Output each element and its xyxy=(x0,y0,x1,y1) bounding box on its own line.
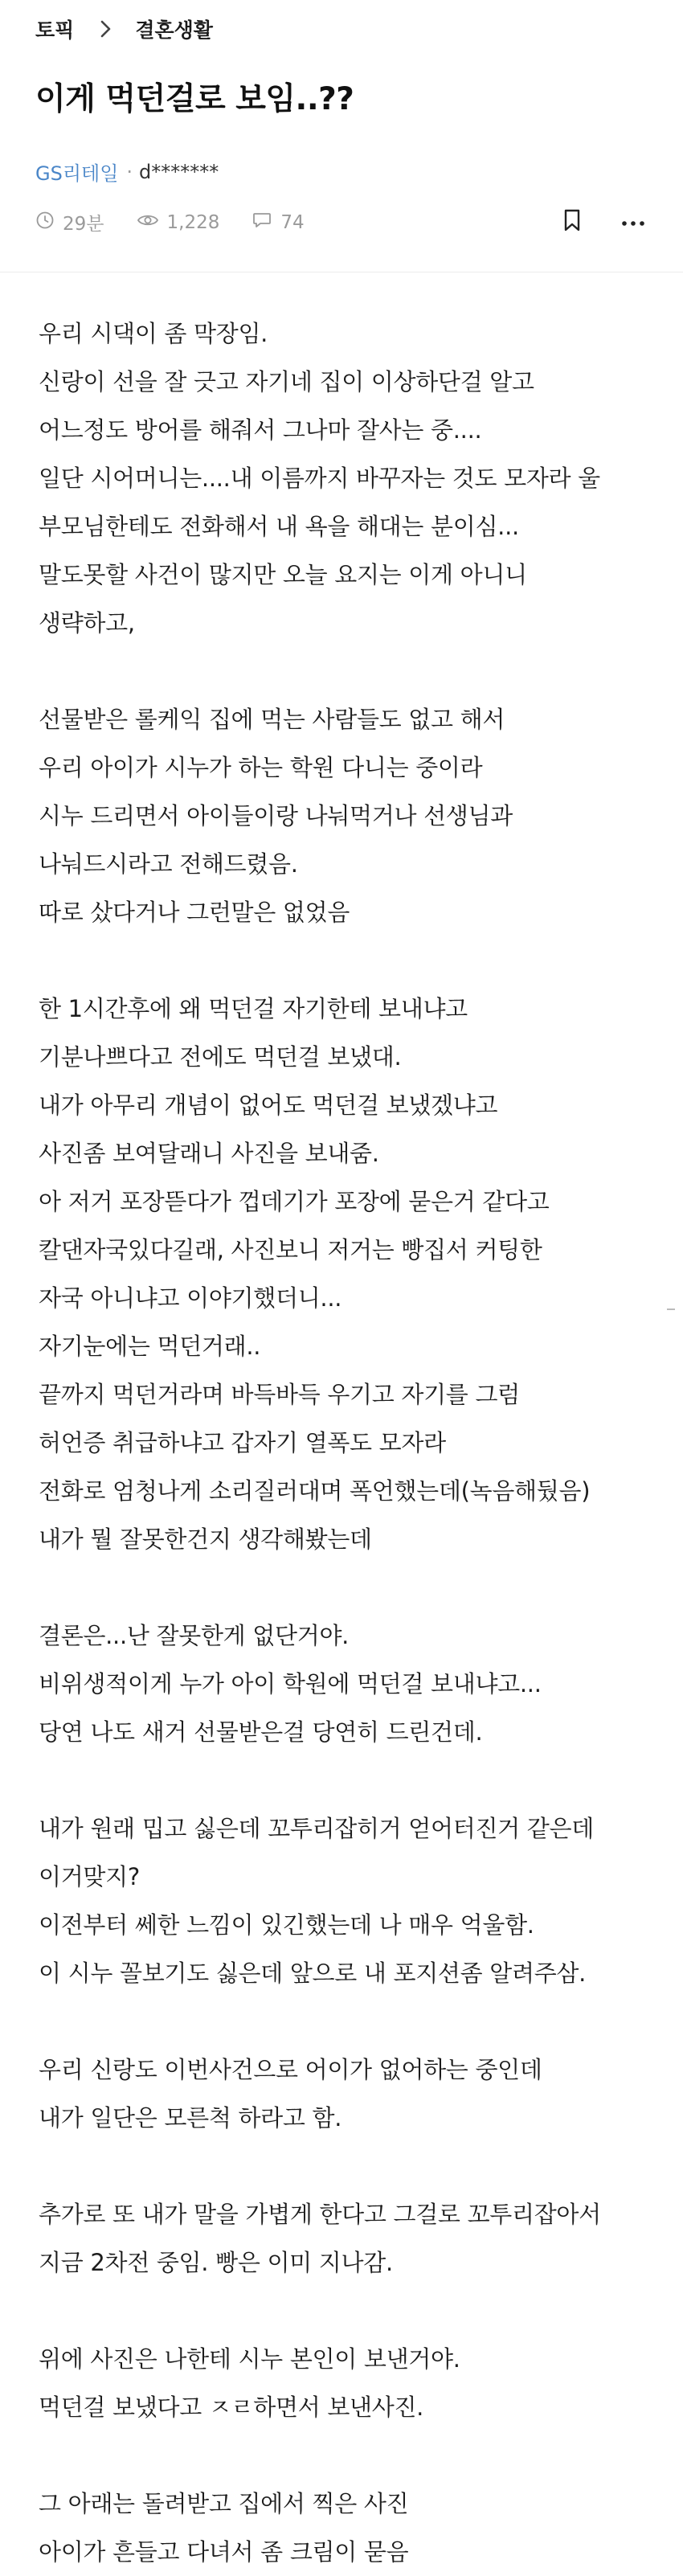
body-line: 말도못할 사건이 많지만 오늘 요지는 이게 아니니 xyxy=(39,561,527,588)
body-line: 내가 원래 밉고 싫은데 꼬투리잡히거 얻어터진거 같은데 xyxy=(39,1815,594,1842)
meta-separator: · xyxy=(126,160,133,183)
post-title: 이게 먹던걸로 보임..?? xyxy=(35,81,354,117)
body-line: 자국 아니냐고 이야기했더니... xyxy=(39,1284,342,1312)
post-body xyxy=(0,272,683,2576)
body-line: 부모님한테도 전화해서 내 욕을 해대는 분이심... xyxy=(39,513,519,540)
body-line: 허언증 취급하냐고 갑자기 열폭도 모자라 xyxy=(39,1429,446,1456)
more-icon xyxy=(621,215,645,230)
body-line: 추가로 또 내가 말을 가볍게 한다고 그걸로 꼬투리잡아서 xyxy=(39,2201,601,2228)
bookmark-button[interactable] xyxy=(558,207,587,236)
body-line: 자기눈에는 먹던거래.. xyxy=(39,1333,261,1360)
body-line: 우리 아이가 시누가 하는 학원 다니는 중이라 xyxy=(39,754,483,781)
views-stat xyxy=(137,211,220,235)
body-line: 어느정도 방어를 해줘서 그나마 잘사는 중.... xyxy=(39,416,482,444)
body-line: 아 저거 포장뜯다가 껍데기가 포장에 묻은거 같다고 xyxy=(39,1188,550,1215)
comments-stat[interactable] xyxy=(252,211,304,235)
body-line: 시누 드리면서 아이들이랑 나눠먹거나 선생님과 xyxy=(39,802,513,829)
post-stats xyxy=(35,209,337,235)
clock-icon xyxy=(35,211,63,235)
body-line: 위에 사진은 나한테 시누 본인이 보낸거야. xyxy=(39,2345,460,2373)
body-line: 이 시누 꼴보기도 싫은데 앞으로 내 포지션좀 알려주삼. xyxy=(39,1960,587,1987)
post-actions xyxy=(526,207,648,236)
body-line: 내가 일단은 모른척 하라고 함. xyxy=(39,2104,342,2132)
body-line: 우리 신랑도 이번사건으로 어이가 없어하는 중인데 xyxy=(39,2056,542,2083)
bookmark-icon xyxy=(562,208,583,235)
breadcrumb-topic-link[interactable]: 토픽 xyxy=(35,18,75,42)
body-line: 따로 샀다거나 그런말은 없었음 xyxy=(39,899,350,926)
body-line: 그 아래는 돌려받고 집에서 찍은 사진 xyxy=(39,2490,409,2517)
breadcrumb-category-link[interactable]: 결혼생활 xyxy=(135,18,213,42)
more-options-button[interactable] xyxy=(619,207,648,236)
time-ago: 29분 xyxy=(63,214,104,235)
scroll-indicator[interactable] xyxy=(667,1308,675,1310)
post-header xyxy=(0,0,683,272)
body-line: 내가 아무리 개념이 없어도 먹던걸 보냈겠냐고 xyxy=(39,1091,498,1119)
paragraph-break xyxy=(39,2142,683,2190)
paragraph-break xyxy=(39,2431,683,2480)
paragraph-break xyxy=(39,647,683,695)
body-line: 이거맞지? xyxy=(39,1863,140,1890)
paragraph-break xyxy=(39,2287,683,2335)
body-line: 전화로 엄청나게 소리질러대며 폭언했는데(녹음해뒀음) xyxy=(39,1477,591,1505)
body-line: 이전부터 쎄한 느낌이 있긴했는데 나 매우 억울함. xyxy=(39,1911,534,1939)
body-line: 나눠드시라고 전해드렸음. xyxy=(39,850,298,878)
eye-icon xyxy=(137,211,167,235)
breadcrumb xyxy=(35,14,213,43)
body-line: 선물받은 롤케익 집에 먹는 사람들도 없고 해서 xyxy=(39,706,505,733)
body-line: 지금 2차전 중임. 빵은 이미 지나감. xyxy=(39,2249,393,2276)
body-line: 기분나쁘다고 전에도 먹던걸 보냈대. xyxy=(39,1043,402,1071)
author-company-link[interactable]: GS리테일 xyxy=(35,162,119,185)
body-line: 한 1시간후에 왜 먹던걸 자기한테 보내냐고 xyxy=(39,995,468,1022)
body-line: 생략하고, xyxy=(39,609,135,637)
paragraph-break xyxy=(39,1756,683,1804)
body-line: 끝까지 먹던거라며 바득바득 우기고 자기를 그럼 xyxy=(39,1381,520,1408)
body-line: 비위생적이게 누가 아이 학원에 먹던걸 보내냐고... xyxy=(39,1670,542,1698)
author-name: d******* xyxy=(139,160,219,183)
post-meta xyxy=(35,158,219,186)
body-line: 내가 뭘 잘못한건지 생각해봤는데 xyxy=(39,1526,372,1553)
body-line: 칼댄자국있다길래, 사진보니 저거는 빵집서 커팅한 xyxy=(39,1236,542,1263)
chevron-right-icon xyxy=(95,18,116,39)
paragraph-break xyxy=(39,1997,683,2046)
time-stat xyxy=(35,209,104,235)
body-line: 일단 시어머니는....내 이름까지 바꾸자는 것도 모자라 울 xyxy=(39,465,600,492)
view-count: 1,228 xyxy=(166,211,220,233)
body-line: 당연 나도 새거 선물받은걸 당연히 드린건데. xyxy=(39,1718,483,1746)
body-line: 아이가 흔들고 다녀서 좀 크림이 묻음 xyxy=(39,2538,409,2566)
body-line: 먹던걸 보냈다고 ㅈㄹ하면서 보낸사진. xyxy=(39,2394,424,2421)
comment-icon xyxy=(252,211,280,235)
body-line: 신랑이 선을 잘 긋고 자기네 집이 이상하단걸 알고 xyxy=(39,368,534,395)
paragraph-break xyxy=(39,936,683,985)
body-line: 결론은...난 잘못한게 없단거야. xyxy=(39,1622,350,1649)
paragraph-break xyxy=(39,1563,683,1612)
body-line: 사진좀 보여달래니 사진을 보내줌. xyxy=(39,1140,379,1167)
body-line: 우리 시댁이 좀 막장임. xyxy=(39,320,268,347)
comment-count: 74 xyxy=(280,211,305,233)
